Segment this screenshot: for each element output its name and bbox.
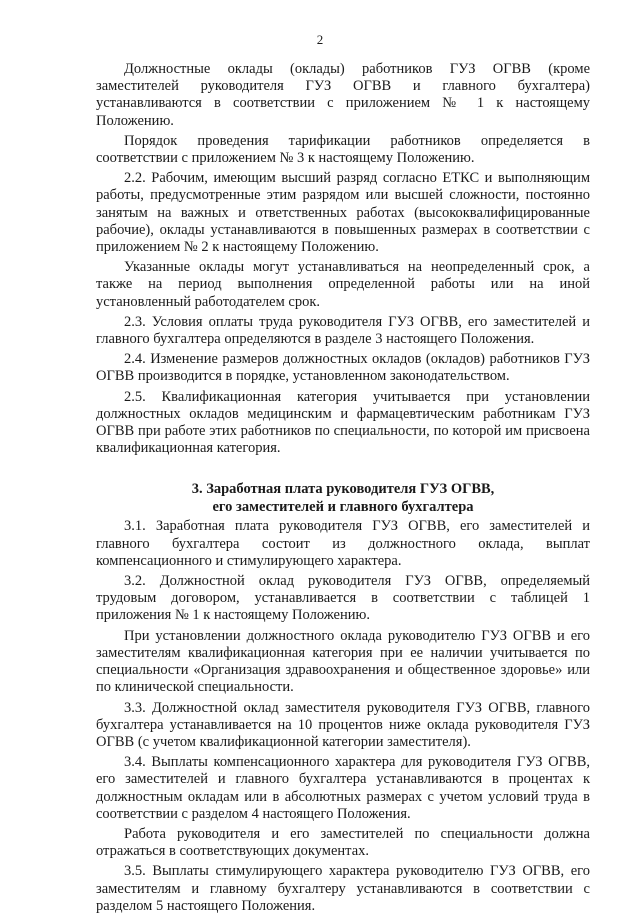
document-body: [96, 61, 590, 915]
paragraph-3-4: 3.4. Выплаты компенсационного характера для руководителя ГУЗ ОГВВ, его заместителей и главного бухгалтера устанавливаются в процентах к должностным окладам или в абсолютных размерах с учетом условий труда в соответствии с разделом 4 настоящего Положения.: [96, 754, 590, 822]
section-heading: [96, 481, 590, 516]
paragraph-3-3: 3.3. Должностной оклад заместителя руководителя ГУЗ ОГВВ, главного бухгалтера устанавливается на 10 процентов ниже оклада руководителя ГУЗ ОГВВ (с учетом квалификационной категории заместителя).: [96, 699, 590, 750]
paragraph-salaries: Должностные оклады (оклады) работников ГУЗ ОГВВ (кроме заместителей руководителя ГУЗ ОГВВ и главного бухгалтера) устанавливаются в соответствии с приложением № 1 к настоящему Положению.: [96, 61, 590, 129]
paragraph-3-2: 3.2. Должностной оклад руководителя ГУЗ ОГВВ, определяемый трудовым договором, устанавливается в соответствии с таблицей 1 приложения № 1 к настоящему Положению.: [96, 573, 590, 624]
paragraph-documents: Работа руководителя и его заместителей по специальности должна отражаться в соответствующих документах.: [96, 825, 590, 860]
paragraph-3-1: 3.1. Заработная плата руководителя ГУЗ ОГВВ, его заместителей и главного бухгалтера состоит из должностного оклада, выплат компенсационного и стимулирующего характера.: [96, 518, 590, 569]
page-number: 2: [316, 32, 324, 47]
paragraph-2-5: 2.5. Квалификационная категория учитывается при установлении должностных окладов медицинским и фармацевтическим работникам ГУЗ ОГВВ при работе этих работников по специальности, по которой им присвоена квалификационная категория.: [96, 388, 590, 457]
paragraph-2-3: 2.3. Условия оплаты труда руководителя ГУЗ ОГВВ, его заместителей и главного бухгалтера определяются в разделе 3 настоящего Положения.: [96, 313, 590, 348]
paragraph-2-4: 2.4. Изменение размеров должностных окладов (окладов) работников ГУЗ ОГВВ производится в порядке, установленном законодательством.: [96, 351, 590, 385]
paragraph-qualification: При установлении должностного оклада руководителю ГУЗ ОГВВ и его заместителям квалификационная категория при ее наличии учитывается по специальности «Организация здравоохранения и общественное здоровье» или по клинической специальности.: [96, 627, 590, 696]
paragraph-tariffication: Порядок проведения тарификации работников определяется в соответствии с приложением № 3 к настоящему Положению.: [96, 132, 590, 167]
paragraph-3-5: 3.5. Выплаты стимулирующего характера руководителю ГУЗ ОГВВ, его заместителям и главному бухгалтеру устанавливаются в соответствии с разделом 5 настоящего Положения.: [96, 863, 590, 914]
paragraph-2-2: 2.2. Рабочим, имеющим высший разряд согласно ЕТКС и выполняющим работы, предусмотренные этим разрядом или высшей сложности, постоянно занятым на важных и ответственных работах (высококвалифицированные рабочие), оклады устанавливаются в повышенных размерах в соответствии с приложением № 2 к настоящему Положению.: [96, 170, 590, 256]
paragraph-term: Указанные оклады могут устанавливаться на неопределенный срок, а также на период выполнения определенной работы или на иной установленный работодателем срок.: [96, 259, 590, 310]
section-heading-line-1: 3. Заработная плата руководителя ГУЗ ОГВВ,: [191, 481, 495, 498]
section-heading-line-2: его заместителей и главного бухгалтера: [212, 498, 474, 515]
